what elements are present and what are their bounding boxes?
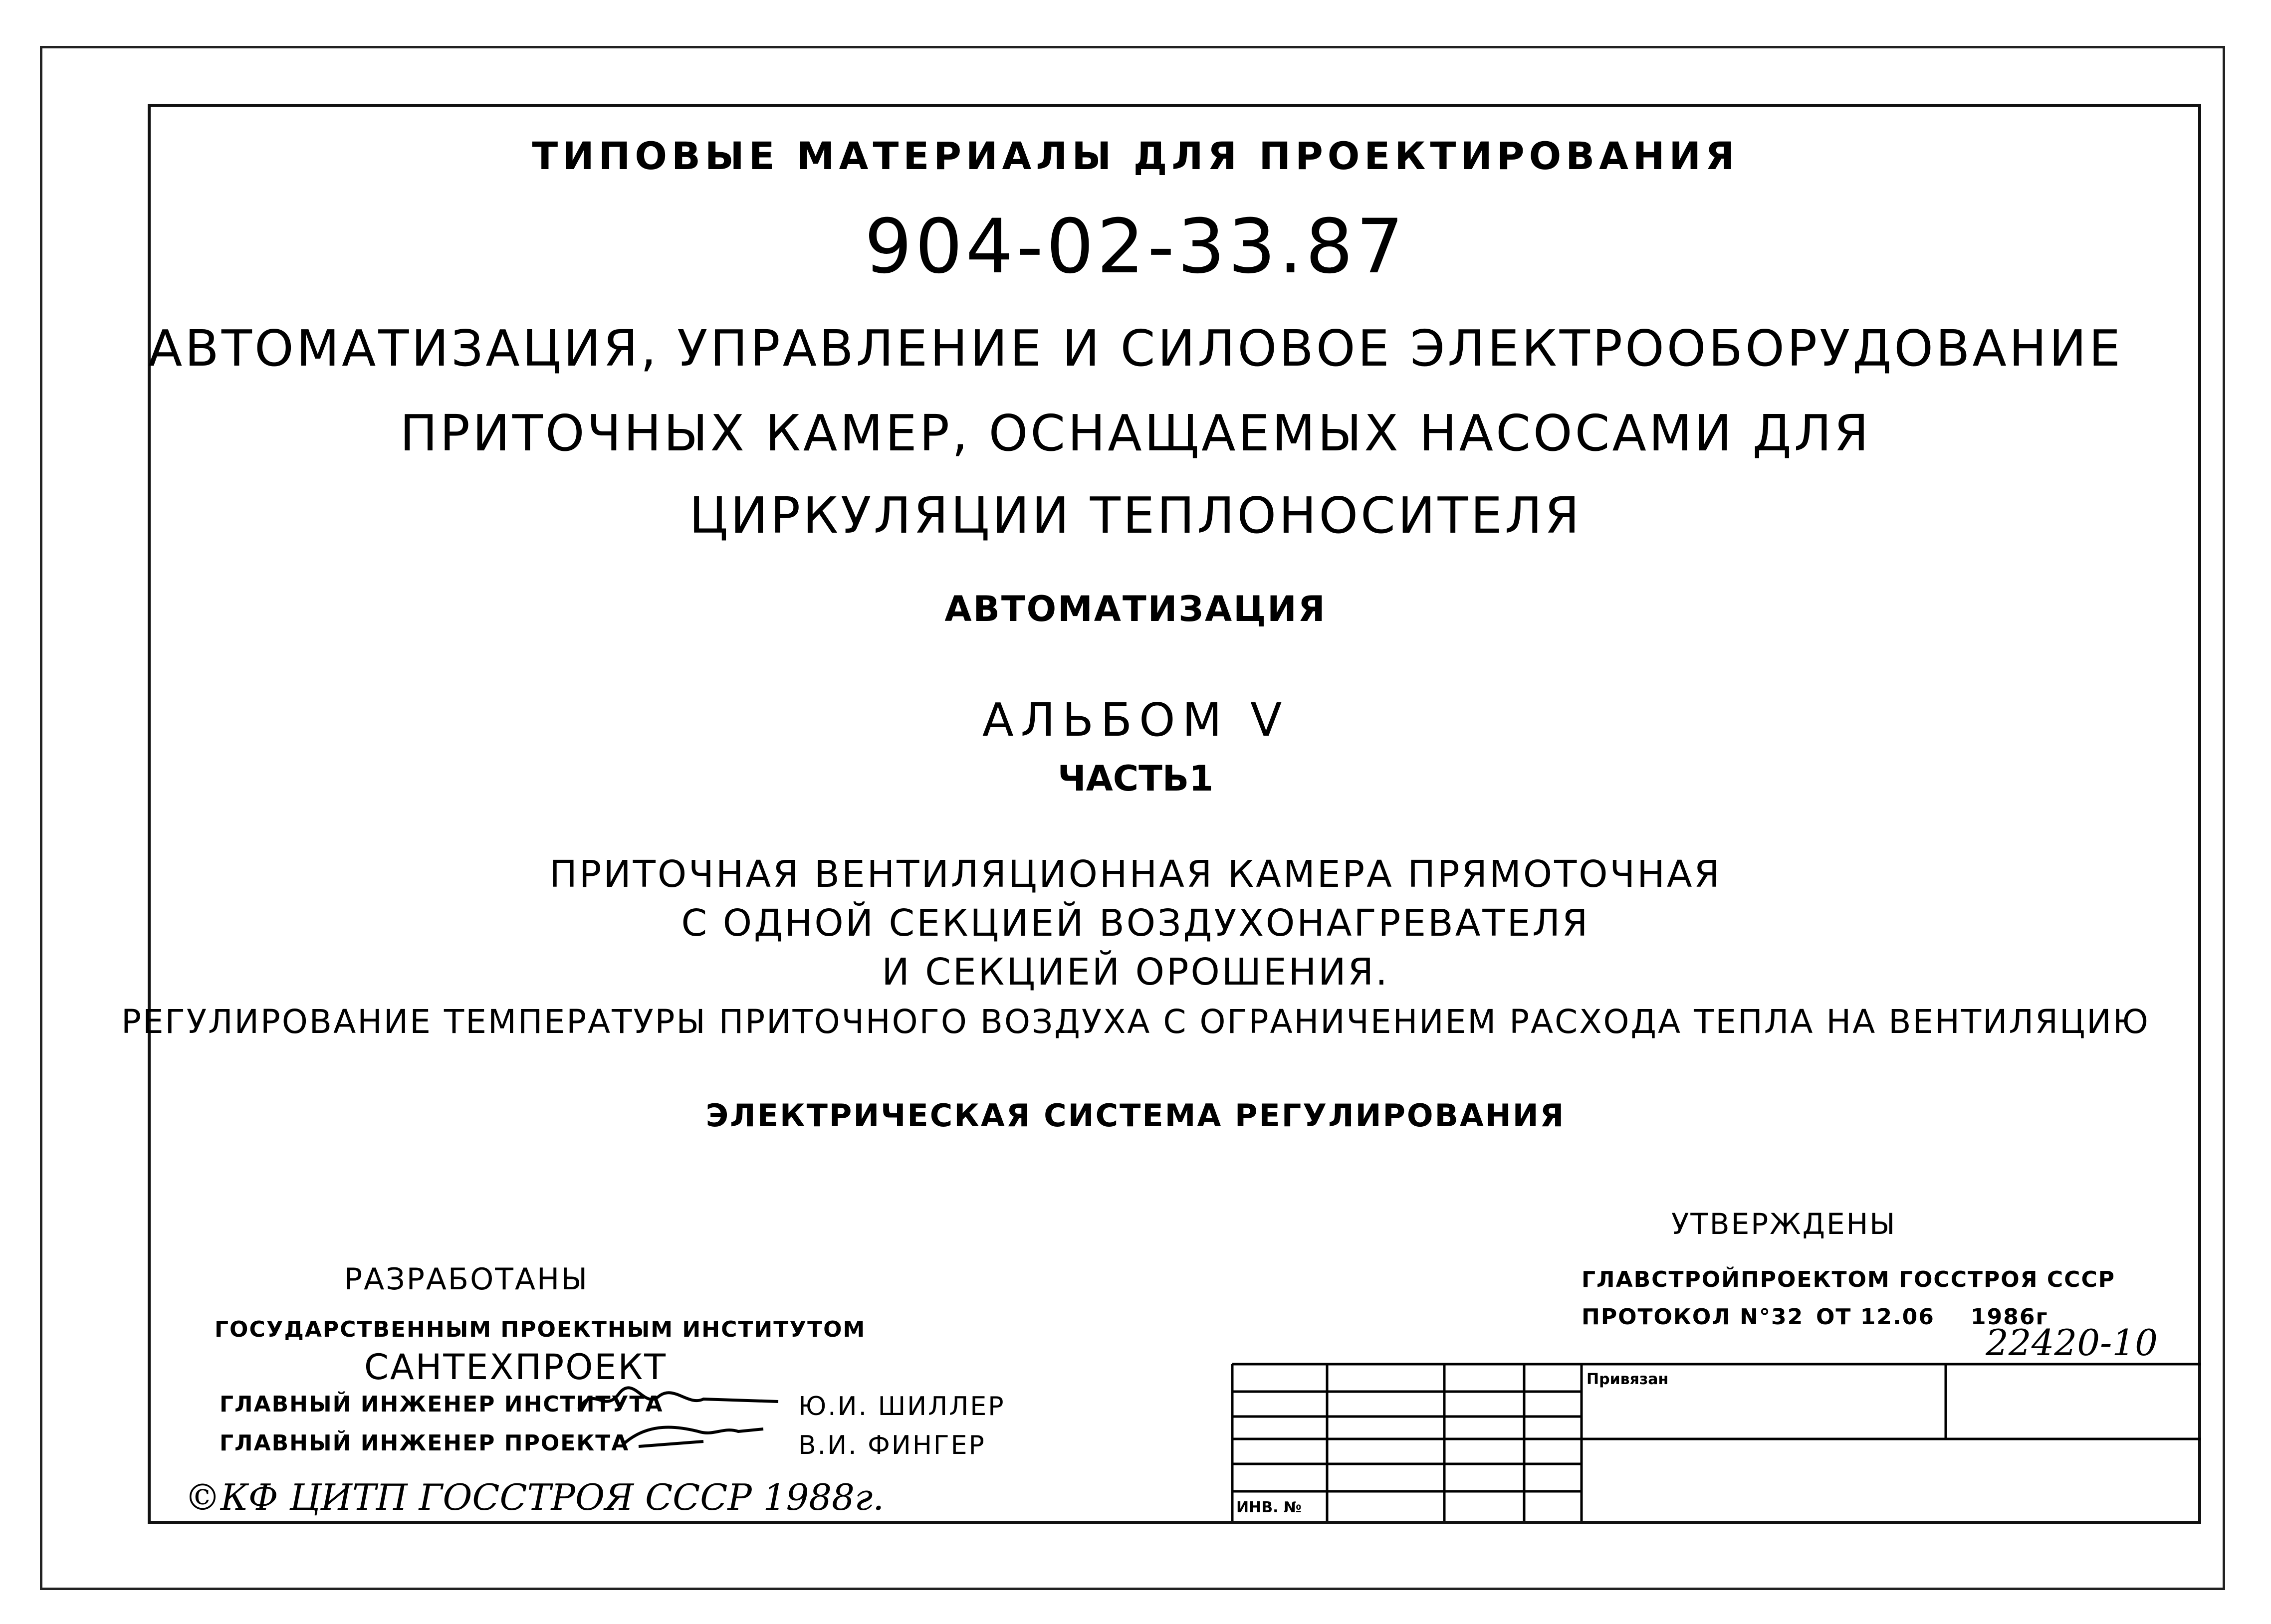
stamp-inv-label: ИНВ. № xyxy=(1236,1499,1302,1516)
description-line-2: С ОДНОЙ СЕКЦИЕЙ ВОЗДУХОНАГРЕВАТЕЛЯ xyxy=(681,902,1590,945)
system-title: ЭЛЕКТРИЧЕСКАЯ СИСТЕМА РЕГУЛИРОВАНИЯ xyxy=(705,1097,1566,1134)
chief-project-label: ГЛАВНЫЙ ИНЖЕНЕР ПРОЕКТА xyxy=(220,1430,630,1456)
description-line-3: И СЕКЦИЕЙ ОРОШЕНИЯ. xyxy=(882,951,1389,994)
part-title: ЧАСТЬ1 xyxy=(1058,758,1213,799)
developed-by: ГОСУДАРСТВЕННЫМ ПРОЕКТНЫМ ИНСТИТУТОМ xyxy=(215,1317,866,1342)
title-line-3: ЦИРКУЛЯЦИИ ТЕПЛОНОСИТЕЛЯ xyxy=(689,486,1582,545)
institute-name: САНТЕХПРОЕКТ xyxy=(364,1347,667,1388)
chief-institute-name: Ю.И. ШИЛЛЕР xyxy=(798,1392,1005,1421)
description-line-4: РЕГУЛИРОВАНИЕ ТЕМПЕРАТУРЫ ПРИТОЧНОГО ВОЗДУХА С ОГРАНИЧЕНИЕМ РАСХОДА ТЕПЛА НА ВЕНТИЛЯЦИЮ xyxy=(121,1003,2150,1041)
stamp-attached-label: Привязан xyxy=(1587,1371,1669,1388)
chief-institute-label: ГЛАВНЫЙ ИНЖЕНЕР ИНСТИТУТА xyxy=(220,1392,664,1417)
approved-by: ГЛАВСТРОЙПРОЕКТОМ ГОССТРОЯ СССР xyxy=(1582,1267,2115,1292)
document-series: ТИПОВЫЕ МАТЕРИАЛЫ ДЛЯ ПРОЕКТИРОВАНИЯ xyxy=(532,134,1739,178)
developed-heading: РАЗРАБОТАНЫ xyxy=(344,1262,589,1297)
protocol-date: ОТ 12.06 xyxy=(1816,1304,1935,1330)
title-line-2: ПРИТОЧНЫХ КАМЕР, ОСНАЩАЕМЫХ НАСОСАМИ ДЛЯ xyxy=(400,404,1871,462)
copyright-note: ©КФ ЦИТП ГОССТРОЯ СССР 1988г. xyxy=(185,1476,885,1518)
protocol-year: 1986г xyxy=(1971,1304,2048,1330)
section-title: АВТОМАТИЗАЦИЯ xyxy=(944,589,1327,629)
description-line-1: ПРИТОЧНАЯ ВЕНТИЛЯЦИОННАЯ КАМЕРА ПРЯМОТОЧНАЯ xyxy=(549,853,1722,896)
approved-heading: УТВЕРЖДЕНЫ xyxy=(1671,1207,1897,1241)
chief-project-name: В.И. ФИНГЕР xyxy=(798,1430,986,1460)
document-code: 904-02-33.87 xyxy=(864,203,1407,290)
title-line-1: АВТОМАТИЗАЦИЯ, УПРАВЛЕНИЕ И СИЛОВОЕ ЭЛЕКТРООБОРУДОВАНИЕ xyxy=(148,319,2123,378)
album-title: АЛЬБОМ V xyxy=(982,693,1289,747)
registration-number: 22420-10 xyxy=(1986,1322,2158,1364)
protocol-number: ПРОТОКОЛ N°32 xyxy=(1582,1304,1804,1330)
